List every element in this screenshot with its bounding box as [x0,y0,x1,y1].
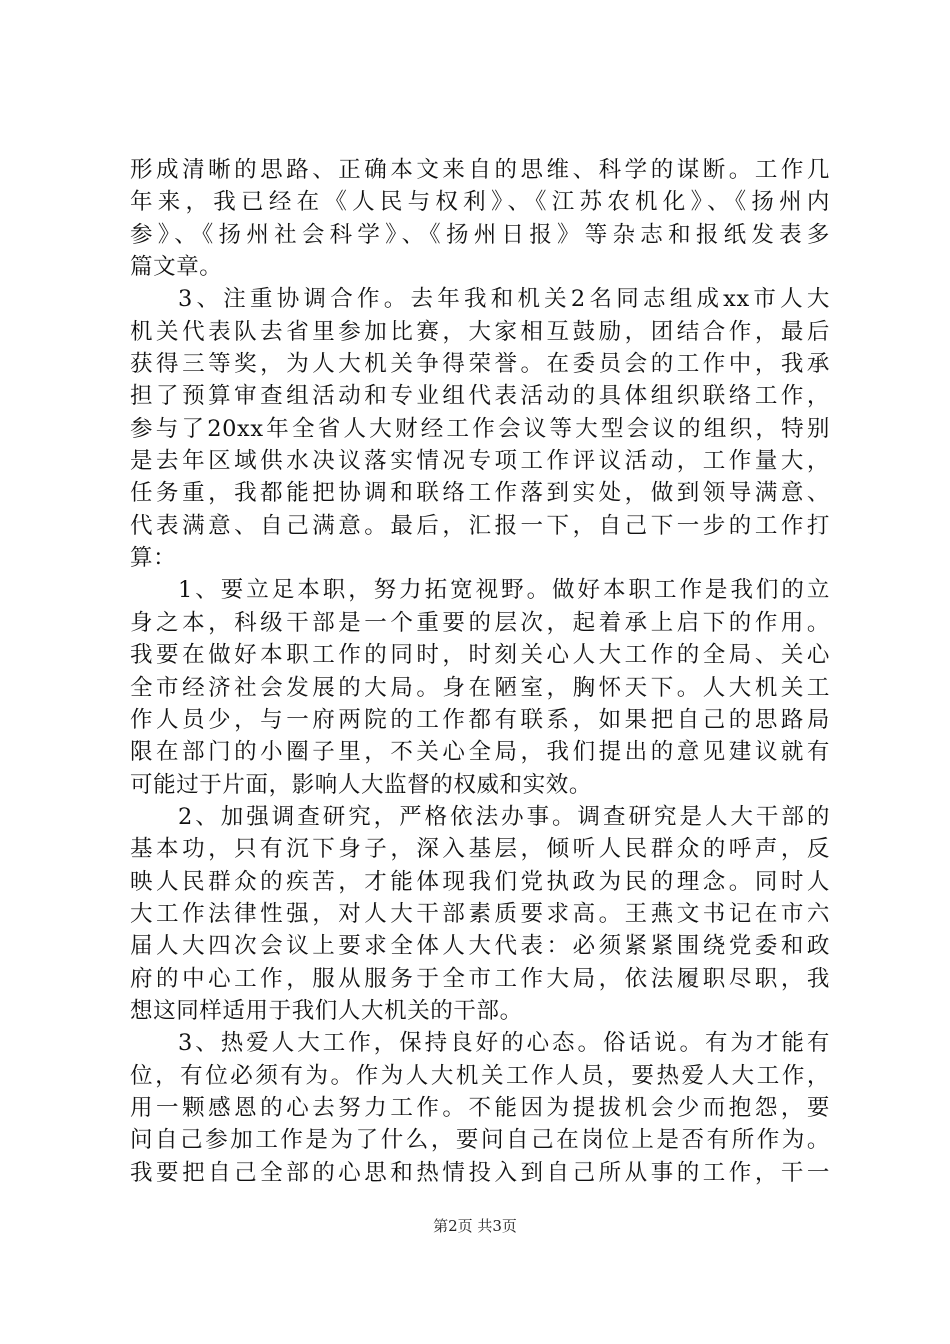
text-line: 2、加强调查研究，严格依法办事。调查研究是人大干部的 [178,803,830,830]
text-line: 篇文章。 [130,254,223,281]
text-line: 参与了20xx年全省人大财经工作会议等大型会议的组织，特别 [130,415,830,442]
text-line: 限在部门的小圈子里，不关心全局，我们提出的意见建议就有 [130,739,830,766]
text-line: 全市经济社会发展的大局。身在陋室，胸怀天下。人大机关工 [130,674,830,701]
text-line: 年来，我已经在《人民与权利》、《江苏农机化》、《扬州内 [130,189,830,216]
text-line: 3、热爱人大工作，保持良好的心态。俗话说。有为才能有 [178,1030,830,1057]
text-line: 身之本，科级干部是一个重要的层次，起着承上启下的作用。 [130,609,830,636]
text-line: 算： [130,545,177,572]
text-line: 我要在做好本职工作的同时，时刻关心人大工作的全局、关心 [130,642,830,669]
text-line: 基本功，只有沉下身子，深入基层，倾听人民群众的呼声，反 [130,836,830,863]
body-text [130,154,830,1189]
text-line: 1、要立足本职，努力拓宽视野。做好本职工作是我们的立 [178,577,830,604]
text-line: 是去年区域供水决议落实情况专项工作评议活动，工作量大， [130,448,830,475]
text-line: 大工作法律性强，对人大干部素质要求高。王燕文书记在市六 [130,900,830,927]
text-line: 形成清晰的思路、正确本文来自的思维、科学的谋断。工作几 [130,157,830,183]
text-line: 用一颗感恩的心去努力工作。不能因为提拔机会少而抱怨，要 [130,1094,830,1121]
text-line: 问自己参加工作是为了什么，要问自己在岗位上是否有所作为。 [130,1127,830,1154]
text-line: 代表满意、自己满意。最后，汇报一下，自己下一步的工作打 [130,512,830,539]
text-line: 映人民群众的疾苦，才能体现我们党执政为民的理念。同时人 [130,868,830,895]
text-line: 机关代表队去省里参加比赛，大家相互鼓励，团结合作，最后 [130,318,830,345]
text-line: 作人员少，与一府两院的工作都有联系，如果把自己的思路局 [130,706,830,733]
text-line: 获得三等奖，为人大机关争得荣誉。在委员会的工作中，我承 [130,351,830,378]
page-footer: 第2页 共3页 [433,1217,517,1235]
text-line: 参》、《扬州社会科学》、《扬州日报》等杂志和报纸发表多 [130,221,830,248]
text-line: 届人大四次会议上要求全体人大代表：必须紧紧围绕党委和政 [130,933,830,960]
text-line: 可能过于片面，影响人大监督的权威和实效。 [130,771,593,798]
text-line: 担了预算审查组活动和专业组代表活动的具体组织联络工作， [130,383,830,410]
text-line: 我要把自己全部的心思和热情投入到自己所从事的工作，干一 [130,1159,830,1186]
text-line: 3、注重协调合作。去年我和机关2名同志组成xx市人大 [178,286,830,313]
text-line: 位，有位必须有为。作为人大机关工作人员，要热爱人大工作， [130,1062,830,1089]
text-line: 任务重，我都能把协调和联络工作落到实处，做到领导满意、 [130,480,830,507]
text-line: 府的中心工作，服从服务于全市工作大局，依法履职尽职，我 [130,965,830,992]
text-line: 想这同样适用于我们人大机关的干部。 [130,997,523,1024]
